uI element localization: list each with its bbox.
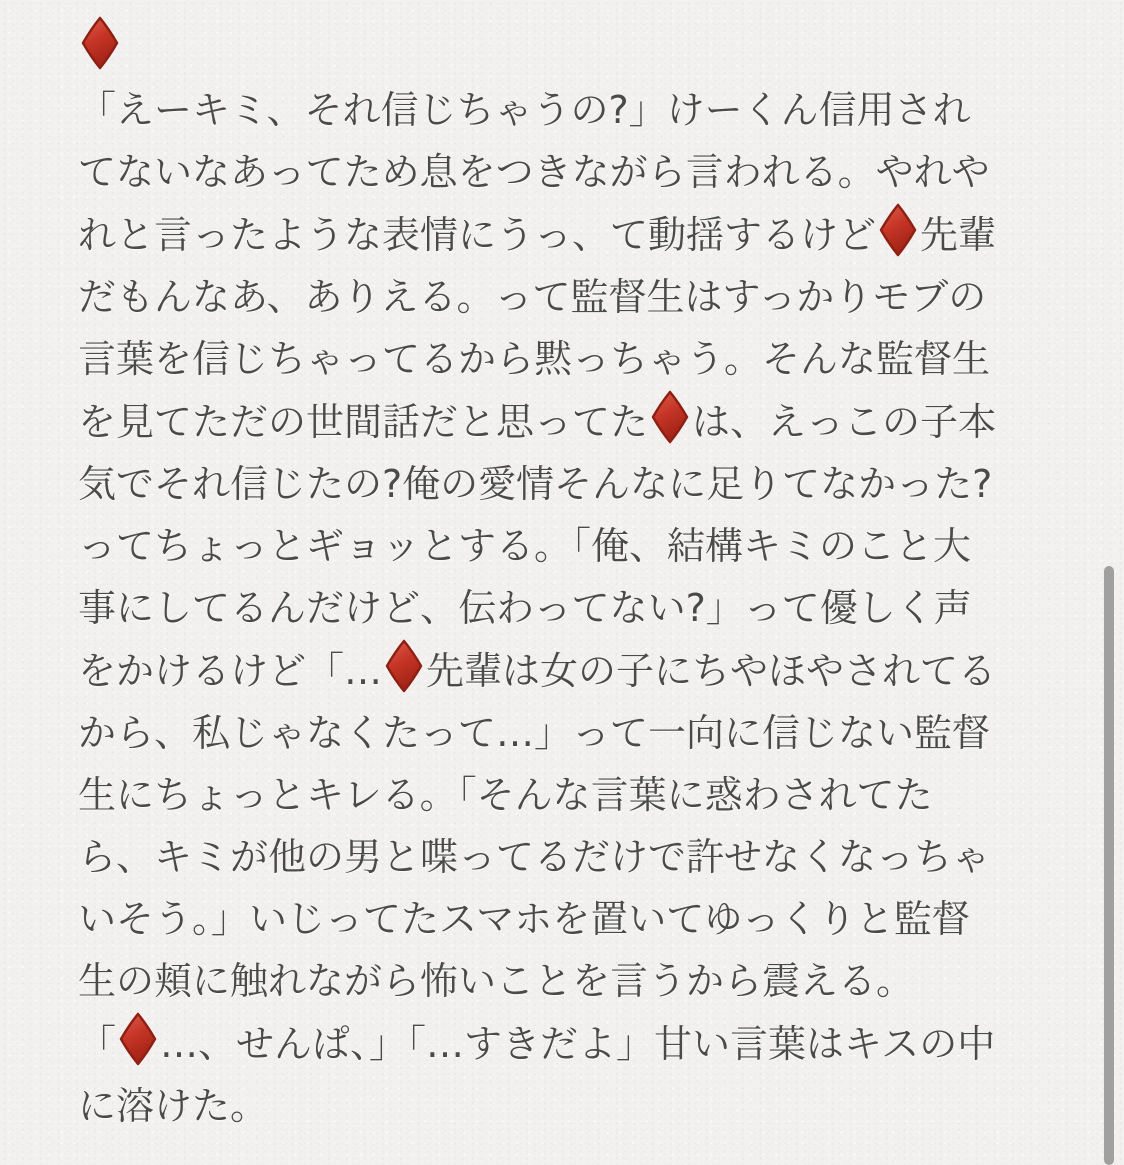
scrollbar-thumb[interactable] (1104, 566, 1114, 1165)
paragraph: 「 …、せんぱ、」「…すきだよ」甘い言葉はキスの中に溶けた。 (78, 1012, 1004, 1137)
paragraph (78, 16, 1004, 79)
red-diamond-suit-emoji (879, 203, 917, 257)
red-diamond-suit-emoji (119, 1012, 157, 1066)
red-diamond-suit-emoji (81, 16, 119, 70)
red-diamond-suit-emoji (385, 639, 423, 693)
paragraph: 「えーキミ、それ信じちゃうの?」けーくん信用されてないなあってため息をつきながら言われる。やれやれと言ったような表情にうっ、て動揺するけど 先輩だもんなあ、ありえる。って監督生はすっかりモブの言葉を信じちゃってるから黙っちゃう。そんな監督生を見てただの世間話だと思ってた は、えっこの子本気でそれ信じたの?俺の愛情そんなに足りてなかった?ってちょっとギョッとする。「俺、結構キミのこと大事にしてるんだけど、伝わってない?」って優しく声をかけるけど「… 先輩は女の子にちやほやされてるから、私じゃなくたって…」って一向に信じない監督生にちょっとキレる。「そんな言葉に惑わされてたら、キミが他の男と喋ってるだけで許せなくなっちゃいそう。」いじってたスマホを置いてゆっくりと監督生の頬に触れながら怖いことを言うから震える。 (78, 88, 997, 1003)
red-diamond-suit-emoji (651, 390, 689, 444)
note-text-body (78, 16, 1004, 1137)
